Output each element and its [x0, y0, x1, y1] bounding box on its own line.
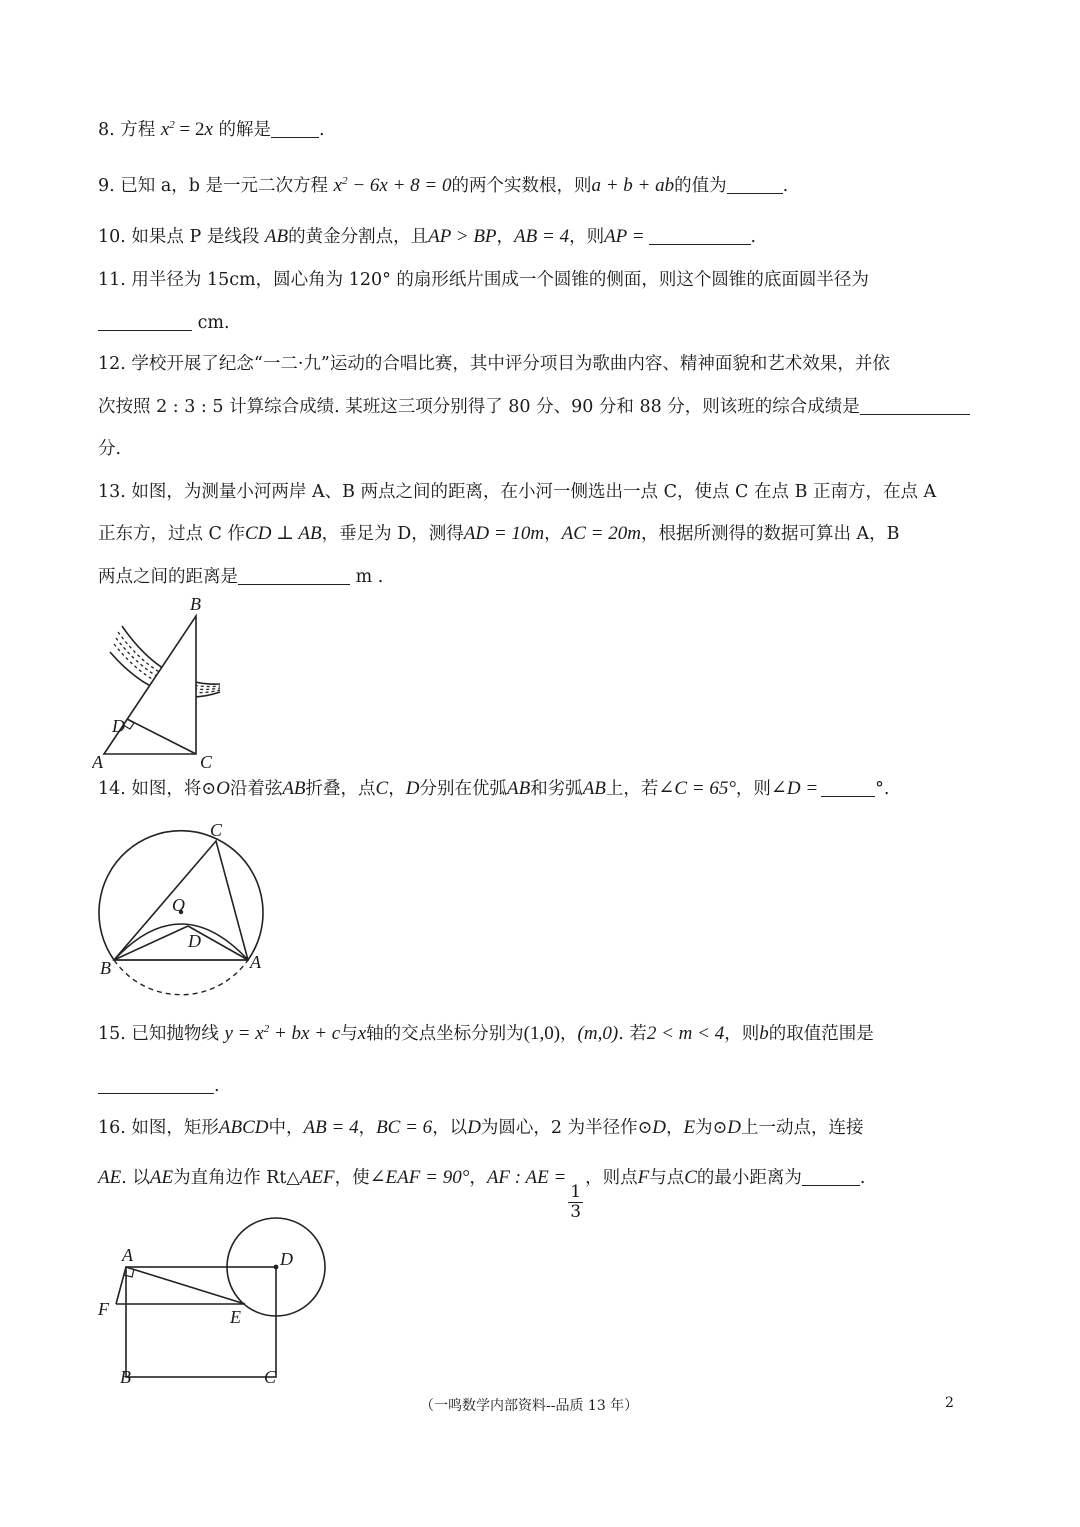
- label-C: C: [210, 820, 223, 840]
- answer-blank[interactable]: [271, 119, 319, 138]
- question-9: 9. 已知 a，b 是一元二次方程 $x^2 - 6x + 8 = 0$的两个实数根，则a + b + ab的值为 .: [98, 175, 789, 196]
- expression: a + b + ab: [591, 175, 675, 196]
- question-13-cont: 正东方，过点 C 作CD ⊥ AB，垂足为 D，测得AD = 10m，AC = 20m，根据所测得的数据可算出 A，B: [98, 523, 900, 544]
- question-15: 15. 已知抛物线 $y = x^2$ + bx + c与x轴的交点坐标分别为(1,0)，(m,0). 若2 < m < 4，则b的取值范围是: [98, 1023, 874, 1044]
- label-E: E: [230, 1307, 241, 1327]
- label-A: A: [92, 752, 103, 772]
- label-B: B: [120, 1367, 131, 1387]
- question-15-cont: .: [98, 1074, 988, 1098]
- answer-blank[interactable]: [98, 312, 192, 331]
- answer-blank[interactable]: [821, 778, 875, 797]
- label-D: D: [112, 716, 125, 736]
- question-12: 12. 学校开展了纪念“一二·九”运动的合唱比赛，其中评分项目为歌曲内容、精神面貌和艺术效果，并依: [98, 354, 890, 374]
- label-F: F: [98, 1299, 109, 1319]
- answer-blank[interactable]: [649, 226, 751, 245]
- question-13: 13. 如图，为测量小河两岸 A、B 两点之间的距离，在小河一侧选出一点 C，使点 C 在点 B 正南方，在点 A: [98, 482, 937, 502]
- river-figure: [92, 592, 232, 772]
- question-10: 10. 如果点 P 是线段 AB的黄金分割点，且AP > BP，AB = 4，则AP = .: [98, 226, 757, 247]
- question-16-cont: AE. 以AE为直角边作 Rt△AEF，使∠EAF = 90°，AF : AE = $\frac{1}{3}$ ，则点F与点C的最小距离为 .: [98, 1167, 866, 1222]
- footer-source: （一鸣数学内部资料--品质 13 年）: [420, 1398, 639, 1414]
- label-C: C: [200, 752, 213, 772]
- equation: $x^2 = 2x$: [160, 119, 213, 140]
- equation: $x^2 - 6x + 8 = 0$: [333, 175, 452, 196]
- question-11: 11. 用半径为 15cm，圆心角为 120° 的扇形纸片围成一个圆锥的侧面，则这个圆锥的底面圆半径为: [98, 270, 869, 290]
- parabola-equation: $y = x^2$ + bx + c: [224, 1023, 341, 1044]
- label-D: D: [188, 931, 201, 951]
- answer-blank[interactable]: [98, 1075, 214, 1094]
- answer-blank[interactable]: [238, 566, 350, 585]
- rectangle-circle-figure: [92, 1215, 337, 1390]
- question-16: 16. 如图，矩形ABCD中，AB = 4，BC = 6，以D为圆心，2 为半径作⊙D，E为⊙D上一动点，连接: [98, 1117, 864, 1138]
- label-A: A: [250, 952, 261, 972]
- page-number: 2: [945, 1395, 954, 1411]
- label-C: C: [264, 1367, 277, 1387]
- label-D: D: [280, 1249, 293, 1269]
- label-A: A: [122, 1245, 133, 1265]
- answer-blank[interactable]: [860, 396, 970, 415]
- question-12-end: 分.: [98, 439, 122, 459]
- question-13-end: 两点之间的距离是 m .: [98, 567, 384, 587]
- label-B: B: [190, 594, 201, 614]
- question-11-cont: cm.: [98, 311, 988, 335]
- answer-blank[interactable]: [802, 1167, 860, 1186]
- answer-blank[interactable]: [727, 175, 783, 194]
- question-12-cont: 次按照 2 : 3 : 5 计算综合成绩. 某班这三项分别得了 80 分、90 分和 88 分，则该班的综合成绩是: [98, 395, 988, 419]
- question-14: 14. 如图，将⊙O沿着弦AB折叠，点C，D分别在优弧AB和劣弧AB上，若∠C = 65°，则∠D = °.: [98, 778, 890, 799]
- circle-fold-figure: [92, 816, 277, 1001]
- label-O: O: [172, 895, 185, 915]
- fraction: $\frac{1}{3}$: [570, 1182, 582, 1222]
- question-8: 8. 方程 $x^2 = 2x$ 的解是 .: [98, 119, 325, 140]
- label-B: B: [100, 958, 111, 978]
